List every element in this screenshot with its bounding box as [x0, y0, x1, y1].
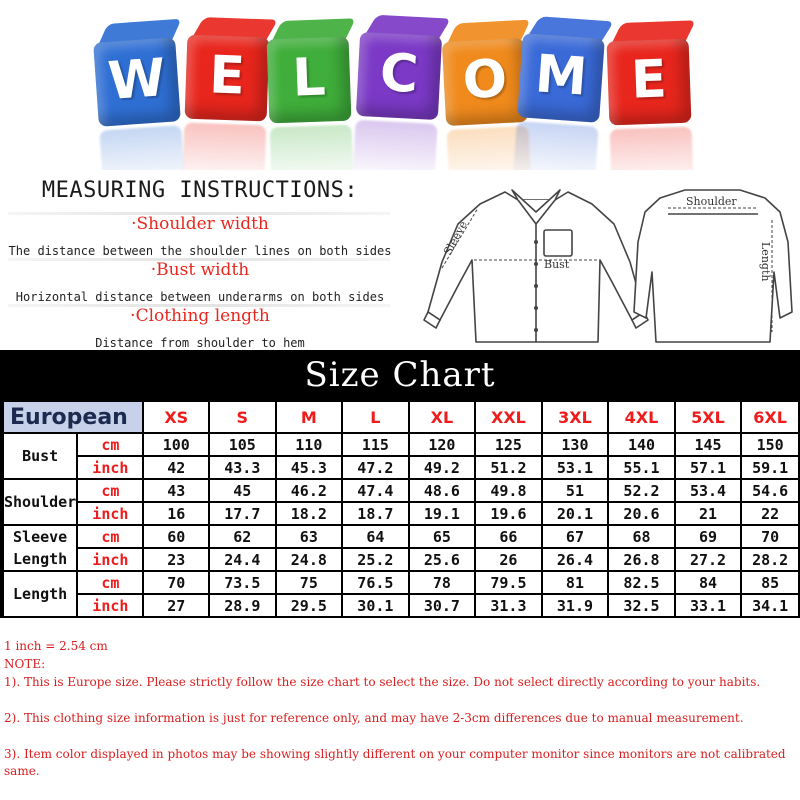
cube-reflection [513, 121, 599, 170]
note-conversion: 1 inch = 2.54 cm [4, 639, 108, 653]
welcome-letter: E [208, 45, 246, 107]
unit-cell: cm [78, 572, 142, 593]
welcome-letter: M [533, 44, 590, 108]
value-cell: 68 [609, 526, 674, 547]
european-label: European [4, 402, 142, 432]
value-cell: 19.6 [476, 503, 541, 524]
note-item-1: 1). This is Europe size. Please strictly follow the size chart to select the size. Do not select directly according to your habits. [4, 675, 761, 689]
welcome-cube [356, 32, 442, 120]
welcome-letter: O [461, 48, 509, 112]
value-cell: 30.7 [410, 595, 475, 616]
value-cell: 24.4 [210, 549, 275, 570]
value-cell: 54.6 [742, 480, 798, 501]
table-row [4, 434, 798, 455]
value-cell: 65 [410, 526, 475, 547]
measuring-instructions [0, 170, 400, 350]
unit-cell: cm [78, 526, 142, 547]
instructions-title: MEASURING INSTRUCTIONS: [41, 178, 359, 203]
shirt-measurement-diagram [420, 172, 800, 350]
value-cell: 150 [742, 434, 798, 455]
value-cell: 63 [277, 526, 342, 547]
welcome-cube [185, 35, 270, 122]
value-cell: 60 [144, 526, 208, 547]
value-cell: 16 [144, 503, 208, 524]
value-cell: 27 [144, 595, 208, 616]
cube-reflection [182, 123, 266, 170]
label-sleeve: Sleeve [441, 218, 470, 258]
size-chart [0, 350, 800, 618]
label-shoulder: Shoulder [686, 195, 737, 208]
measure-label: Length [4, 572, 76, 616]
value-cell: 47.2 [343, 457, 408, 478]
value-cell: 51 [543, 480, 608, 501]
value-cell: 120 [410, 434, 475, 455]
note-heading: NOTE: [4, 657, 46, 671]
size-header-row [4, 402, 798, 432]
welcome-letter: C [378, 43, 420, 105]
value-cell: 17.7 [210, 503, 275, 524]
value-cell: 100 [144, 434, 208, 455]
value-cell: 47.4 [343, 480, 408, 501]
table-row [4, 503, 798, 524]
unit-cell: inch [78, 503, 142, 524]
value-cell: 66 [476, 526, 541, 547]
instruction-desc-bust: Horizontal distance between underarms on both sides [15, 290, 385, 304]
table-row [4, 549, 798, 570]
value-cell: 31.3 [476, 595, 541, 616]
value-cell: 64 [343, 526, 408, 547]
table-row [4, 457, 798, 478]
value-cell: 31.9 [543, 595, 608, 616]
value-cell: 46.2 [277, 480, 342, 501]
value-cell: 75 [277, 572, 342, 593]
welcome-banner [0, 0, 800, 170]
cube-reflection [270, 125, 354, 170]
welcome-cube [267, 37, 352, 124]
value-cell: 78 [410, 572, 475, 593]
welcome-letter: L [291, 47, 327, 109]
value-cell: 33.1 [676, 595, 741, 616]
value-cell: 29.5 [277, 595, 342, 616]
size-header-cell: XXL [476, 402, 541, 432]
value-cell: 105 [210, 434, 275, 455]
size-header-cell: 6XL [742, 402, 798, 432]
size-table [2, 400, 800, 618]
unit-cell: inch [78, 549, 142, 570]
value-cell: 18.2 [277, 503, 342, 524]
value-cell: 45.3 [277, 457, 342, 478]
value-cell: 115 [343, 434, 408, 455]
instruction-heading-length: ·Clothing length [130, 306, 270, 326]
value-cell: 82.5 [609, 572, 674, 593]
value-cell: 62 [210, 526, 275, 547]
size-header-cell: S [210, 402, 275, 432]
value-cell: 53.1 [543, 457, 608, 478]
value-cell: 130 [543, 434, 608, 455]
notes-section [0, 618, 800, 800]
value-cell: 25.2 [343, 549, 408, 570]
measure-label: Sleeve Length [4, 526, 76, 570]
value-cell: 49.2 [410, 457, 475, 478]
value-cell: 79.5 [476, 572, 541, 593]
value-cell: 81 [543, 572, 608, 593]
welcome-cube [517, 33, 605, 123]
measure-label: Bust [4, 434, 76, 478]
value-cell: 125 [476, 434, 541, 455]
label-bust: Bust [544, 258, 570, 271]
value-cell: 28.9 [210, 595, 275, 616]
size-header-cell: M [277, 402, 342, 432]
welcome-cube [93, 37, 181, 127]
instruction-desc-length: Distance from shoulder to hem [95, 336, 305, 350]
value-cell: 57.1 [676, 457, 741, 478]
welcome-letter: W [106, 48, 168, 112]
value-cell: 42 [144, 457, 208, 478]
unit-cell: inch [78, 457, 142, 478]
value-cell: 110 [277, 434, 342, 455]
value-cell: 49.8 [476, 480, 541, 501]
welcome-cube [607, 39, 692, 126]
value-cell: 30.1 [343, 595, 408, 616]
value-cell: 20.6 [609, 503, 674, 524]
table-row [4, 480, 798, 501]
size-header-cell: 5XL [676, 402, 741, 432]
unit-cell: cm [78, 480, 142, 501]
value-cell: 21 [676, 503, 741, 524]
value-cell: 34.1 [742, 595, 798, 616]
value-cell: 52.2 [609, 480, 674, 501]
unit-cell: inch [78, 595, 142, 616]
value-cell: 85 [742, 572, 798, 593]
value-cell: 43.3 [210, 457, 275, 478]
measure-label: Shoulder [4, 480, 76, 524]
value-cell: 59.1 [742, 457, 798, 478]
label-length: Length [759, 242, 772, 282]
shirt-illustration [420, 172, 800, 350]
cube-reflection [353, 120, 438, 170]
instruction-heading-shoulder: ·Shoulder width [131, 214, 269, 234]
value-cell: 70 [742, 526, 798, 547]
value-cell: 43 [144, 480, 208, 501]
size-header-cell: XS [144, 402, 208, 432]
value-cell: 76.5 [343, 572, 408, 593]
size-header-cell: 3XL [543, 402, 608, 432]
note-item-3: 3). Item color displayed in photos may be showing slightly different on your computer monitor since monitors are not calibrated same. [4, 747, 786, 778]
note-item-2: 2). This clothing size information is just for reference only, and may have 2-3cm differences due to manual measurement. [4, 711, 744, 725]
value-cell: 53.4 [676, 480, 741, 501]
value-cell: 22 [742, 503, 798, 524]
value-cell: 26.8 [609, 549, 674, 570]
instruction-heading-bust: ·Bust width [150, 260, 250, 280]
unit-cell: cm [78, 434, 142, 455]
value-cell: 70 [144, 572, 208, 593]
value-cell: 24.8 [277, 549, 342, 570]
table-row [4, 595, 798, 616]
value-cell: 26 [476, 549, 541, 570]
welcome-cube [442, 38, 528, 126]
table-row [4, 572, 798, 593]
value-cell: 55.1 [609, 457, 674, 478]
welcome-letter: E [630, 49, 668, 111]
size-chart-title: Size Chart [304, 355, 496, 395]
value-cell: 67 [543, 526, 608, 547]
value-cell: 51.2 [476, 457, 541, 478]
value-cell: 45 [210, 480, 275, 501]
value-cell: 69 [676, 526, 741, 547]
value-cell: 25.6 [410, 549, 475, 570]
value-cell: 19.1 [410, 503, 475, 524]
value-cell: 23 [144, 549, 208, 570]
value-cell: 20.1 [543, 503, 608, 524]
value-cell: 26.4 [543, 549, 608, 570]
value-cell: 48.6 [410, 480, 475, 501]
value-cell: 27.2 [676, 549, 741, 570]
size-header-cell: L [343, 402, 408, 432]
table-row [4, 526, 798, 547]
value-cell: 145 [676, 434, 741, 455]
size-header-cell: XL [410, 402, 475, 432]
value-cell: 18.7 [343, 503, 408, 524]
value-cell: 28.2 [742, 549, 798, 570]
instruction-desc-shoulder: The distance between the shoulder lines on both sides [8, 244, 392, 258]
size-header-cell: 4XL [609, 402, 674, 432]
cube-reflection [610, 127, 694, 170]
value-cell: 84 [676, 572, 741, 593]
cube-reflection [99, 125, 185, 170]
value-cell: 140 [609, 434, 674, 455]
value-cell: 73.5 [210, 572, 275, 593]
value-cell: 32.5 [609, 595, 674, 616]
